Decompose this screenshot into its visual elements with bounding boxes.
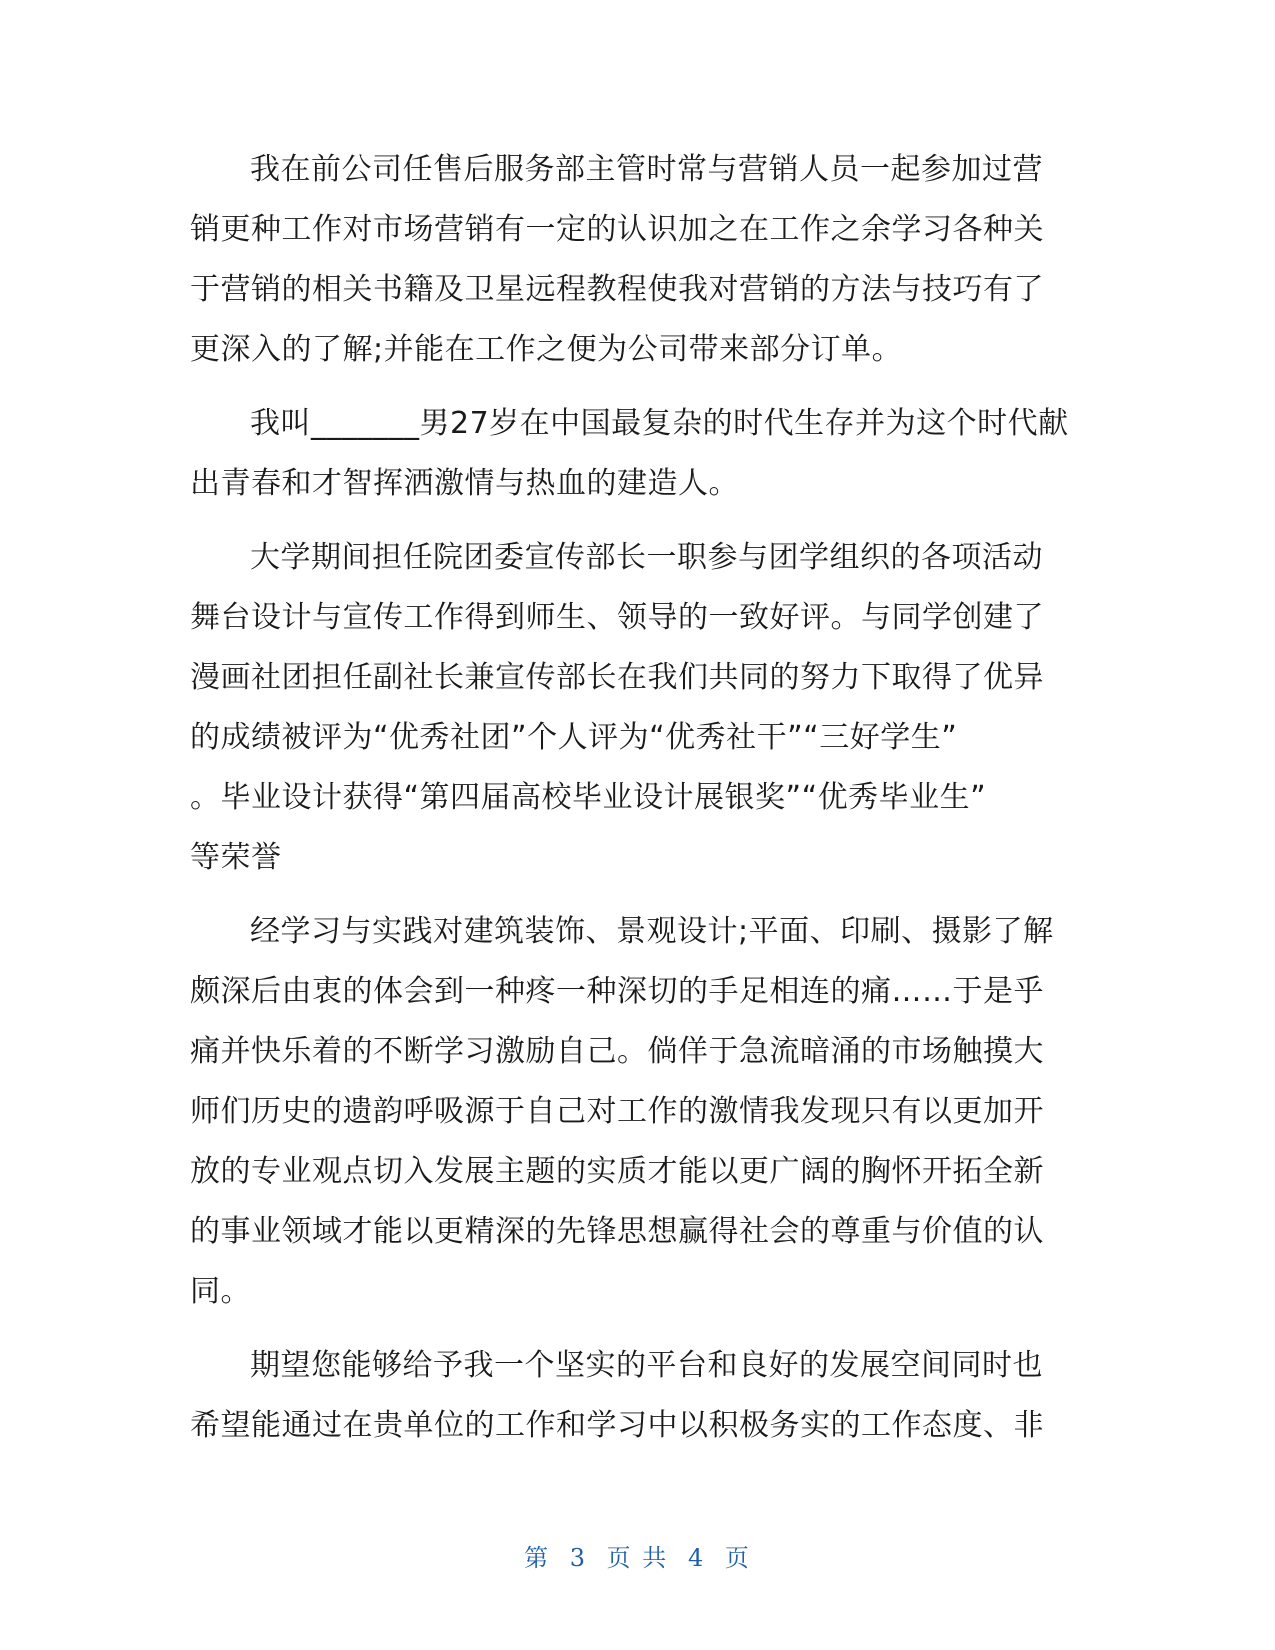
text-line: 销更种工作对市场营销有一定的认识加之在工作之余学习各种关 [190,212,1044,247]
text-line: 于营销的相关书籍及卫星远程教程使我对营销的方法与技巧有了 [190,272,1044,307]
text-line: 。毕业设计获得“第四届高校毕业设计展银奖”“优秀毕业生” [190,780,987,815]
text-line: 同。 [190,1274,251,1309]
text-line: 颇深后由衷的体会到一种疼一种深切的手足相连的痛……于是乎 [190,974,1044,1009]
document-body [190,140,1090,1456]
footer-middle: 页 共 [606,1544,669,1572]
paragraph-5 [190,1336,1090,1456]
current-page-number: 3 [569,1544,588,1572]
text-line: 大学期间担任院团委宣传部长一职参与团学组织的各项活动 [250,540,1043,575]
text-line: 舞台设计与宣传工作得到师生、领导的一致好评。与同学创建了 [190,600,1044,635]
page-footer [0,1538,1275,1573]
paragraph-1 [190,140,1090,380]
footer-prefix: 第 [524,1544,551,1572]
text-line: 更深入的了解;并能在工作之便为公司带来部分订单。 [190,332,903,367]
paragraph-3 [190,528,1090,888]
text-line: 的事业领域才能以更精深的先锋思想赢得社会的尊重与价值的认 [190,1214,1044,1249]
text-line: 等荣誉 [190,840,282,875]
text-line: 希望能通过在贵单位的工作和学习中以积极务实的工作态度、非 [190,1408,1044,1443]
footer-suffix: 页 [724,1544,751,1572]
text-line: 的成绩被评为“优秀社团”个人评为“优秀社干”“三好学生” [190,720,958,755]
total-pages-number: 4 [687,1544,706,1572]
text-line: 我在前公司任售后服务部主管时常与营销人员一起参加过营 [250,152,1043,187]
text-line: 我叫_______男27岁在中国最复杂的时代生存并为这个时代献 [250,406,1069,441]
text-line: 漫画社团担任副社长兼宣传部长在我们共同的努力下取得了优异 [190,660,1044,695]
text-line: 师们历史的遗韵呼吸源于自己对工作的激情我发现只有以更加开 [190,1094,1044,1129]
paragraph-2 [190,394,1090,514]
text-line: 经学习与实践对建筑装饰、景观设计;平面、印刷、摄影了解 [250,914,1054,949]
text-line: 放的专业观点切入发展主题的实质才能以更广阔的胸怀开拓全新 [190,1154,1044,1189]
text-line: 痛并快乐着的不断学习激励自己。倘佯于急流暗涌的市场触摸大 [190,1034,1044,1069]
paragraph-4 [190,902,1090,1322]
text-line: 期望您能够给予我一个坚实的平台和良好的发展空间同时也 [250,1348,1043,1383]
text-line: 出青春和才智挥洒激情与热血的建造人。 [190,466,739,501]
